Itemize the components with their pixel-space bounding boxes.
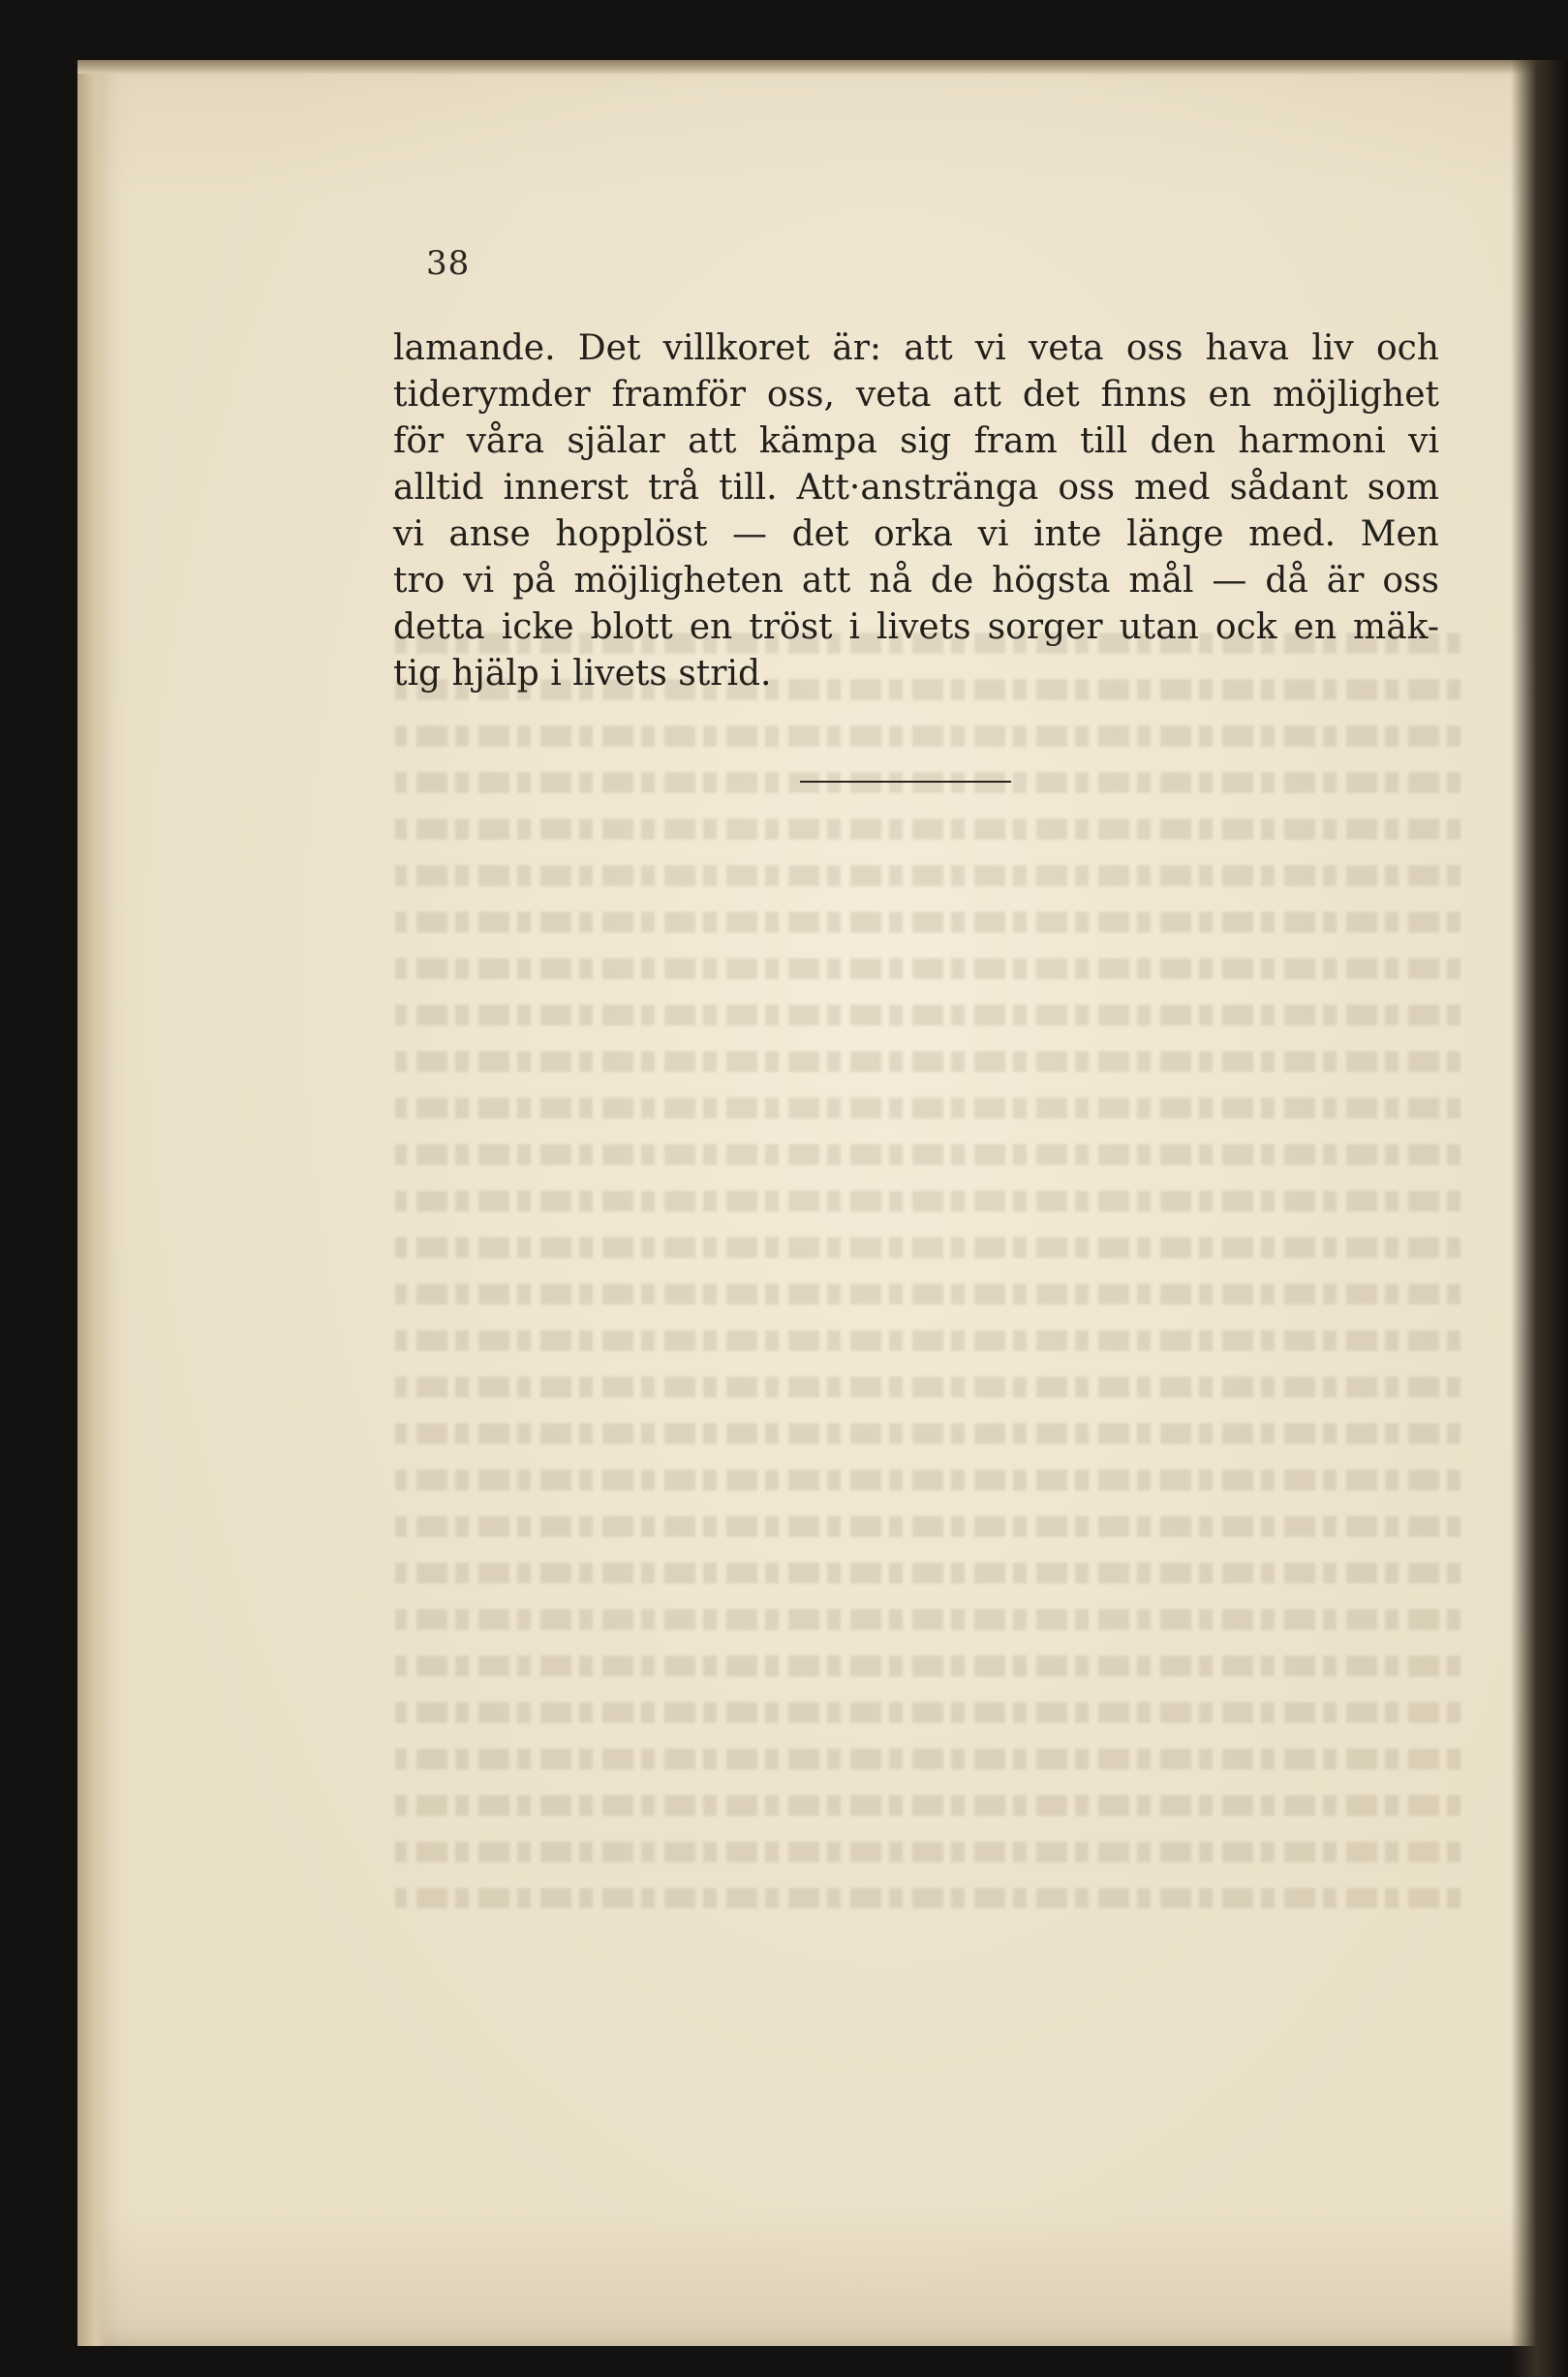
- show-through-from-reverse: [395, 620, 1460, 1908]
- section-divider-rule: [800, 781, 1011, 783]
- text-line: vi anse hopplöst — det orka vi inte länge med. Men: [393, 514, 1439, 554]
- page-gutter-shadow: [77, 60, 110, 2346]
- text-line: tiderymder framför oss, veta att det finns en möjlighet: [393, 375, 1439, 415]
- page-right-edge: [1511, 60, 1568, 2377]
- text-line: lamande. Det villkoret är: att vi veta oss hava liv och: [393, 328, 1439, 368]
- text-line: detta icke blott en tröst i livets sorger utan ock en mäk-: [393, 607, 1439, 647]
- text-line: tro vi på möjligheten att nå de högsta mål — då är oss: [393, 561, 1439, 601]
- text-line: för våra själar att kämpa sig fram till den harmoni vi: [393, 421, 1439, 461]
- page-top-edge: [77, 60, 1545, 74]
- text-line: alltid innerst trå till. Att·anstränga oss med sådant som: [393, 468, 1439, 508]
- page-number: 38: [426, 244, 471, 283]
- body-text: [393, 325, 1439, 697]
- text-line: tig hjälp i livets strid.: [393, 654, 772, 694]
